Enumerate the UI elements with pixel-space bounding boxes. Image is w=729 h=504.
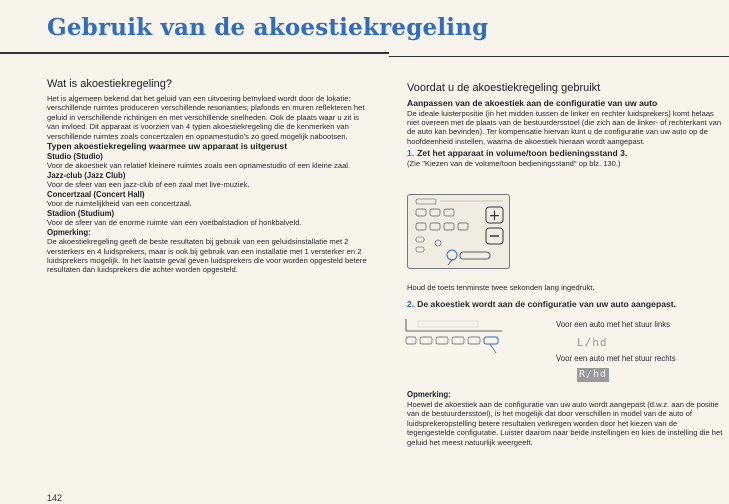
intro-paragraph: Het is algemeen bekend dat het geluid van een uitvoering beïnvloed wordt door de lokatie: verschillende ruimtes produceren verschillende resonanties; plafonds en muren reflekteren het geluid in verschillende richtingen en met verschillende snelheden. Ook de plaats waar u zit is van invloed. Dit apparaat is voorzien van 4 typen akoestiekregeling die de kenmerken van verschillende ruimtes zoals concertzalen en opnamestudio's zo goed mogelijk nabootsen.: [47, 94, 365, 141]
hold-instruction: Houd de toets tenminste twee sekonden lang ingedrukt.: [407, 283, 595, 292]
label-left-hand-drive: Voor een auto met het stuur links: [556, 320, 670, 329]
display-lhd: L/hd: [577, 336, 608, 349]
title-rule-right: [389, 56, 729, 57]
step-1: [407, 148, 725, 159]
preset-buttons-illustration: [404, 317, 504, 357]
step-2-number: 2.: [407, 299, 415, 309]
right-note: [407, 390, 725, 448]
type-desc: Voor de sfeer van de enorme ruimte van een voetbalstadion of honkbalveld.: [47, 218, 302, 228]
type-desc: Voor de ruimtelijkheid van een concertzaal.: [47, 199, 192, 209]
svg-text:+: +: [488, 208, 501, 224]
page-number: 142: [47, 493, 63, 503]
step-2: [407, 299, 725, 310]
note-paragraph: De akoestiekregeling geeft de beste resultaten bij gebruik van een geluidsinstallatie met 2 versterkers en 4 luidsprekers, maar is ook bij gebruik van een installatie met 1 versterker en 2 luidsprekers mogelijk. In het laatste geval geven luidsprekers die voor worden opgesteld betere resultaten dan luidsprekers die achter worden opgesteld.: [47, 237, 367, 275]
types-heading: Typen akoestiekregeling waarmee uw apparaat is uitgerust: [47, 141, 288, 152]
section-heading-what-is: Wat is akoestiekregeling?: [47, 78, 172, 90]
section-heading-before-use: Voordat u de akoestiekregeling gebruikt: [407, 82, 601, 94]
step-1-number: 1.: [407, 148, 415, 159]
step-1-text: Zet het apparaat in volume/toon bedieningsstand 3.: [417, 148, 628, 159]
title-rule: [0, 52, 389, 54]
note-paragraph: Hoewel de akoestiek aan de configuratie van uw auto wordt aangepast (d.w.z. aan de positie van de bestuurdersstoel), is het mogelijk dat door verschillen in model van de auto of luidsprekeropstelling betere resultaten verkregen worden door het kiezen van de tegengestelde configuratie. Luister daarom naar beide instellingen en kies de instelling die het geluid het meest natuurlijk weergeeft.: [407, 399, 723, 447]
type-desc: Voor de sfeer van een jazz-club of een zaal met live-muziek.: [47, 180, 250, 190]
left-column: [47, 78, 369, 275]
head-unit-illustration: [407, 194, 510, 269]
step-1-reference: (Zie "Kiezen van de volume/toon bedieningsstand" op blz. 130.): [407, 159, 621, 169]
page-title: Gebruik van de akoestiekregeling: [47, 14, 489, 41]
note-heading: Opmerking:: [407, 390, 451, 399]
pioneer-logo-icon: [416, 199, 436, 204]
right-column: [407, 82, 725, 169]
note-heading: Opmerking:: [47, 227, 91, 237]
type-name: Jazz-club (Jazz Club): [47, 170, 126, 180]
subheading-configuration: Aanpassen van de akoestiek aan de configuratie van uw auto: [407, 98, 658, 108]
type-name: Studio (Studio): [47, 151, 103, 161]
display-rhd: R/hd: [578, 369, 608, 380]
type-desc: Voor de akoestiek van relatief kleinere ruimtes zoals een opnamestudio of een kleine zaal.: [47, 161, 351, 171]
step-2-text: De akoestiek wordt aan de configuratie van uw auto aangepast.: [417, 299, 677, 309]
label-right-hand-drive: Voor een auto met het stuur rechts: [556, 354, 676, 363]
config-intro: De ideale luisterpositie (in het midden tussen de linker en rechter luidsprekers) komt helaas niet overeen met de plaats van de bestuurdersstoel (die zich aan de linker- of rechterkant van de auto kan bevinden). Ter kompensatie hiervan kunt u de configuratie van uw auto op de hoofdeenheid instellen, waarna de akoestiek hieraan wordt aangepast.: [407, 108, 722, 146]
type-name: Concertzaal (Concert Hall): [47, 189, 145, 199]
type-name: Stadion (Studium): [47, 208, 115, 218]
